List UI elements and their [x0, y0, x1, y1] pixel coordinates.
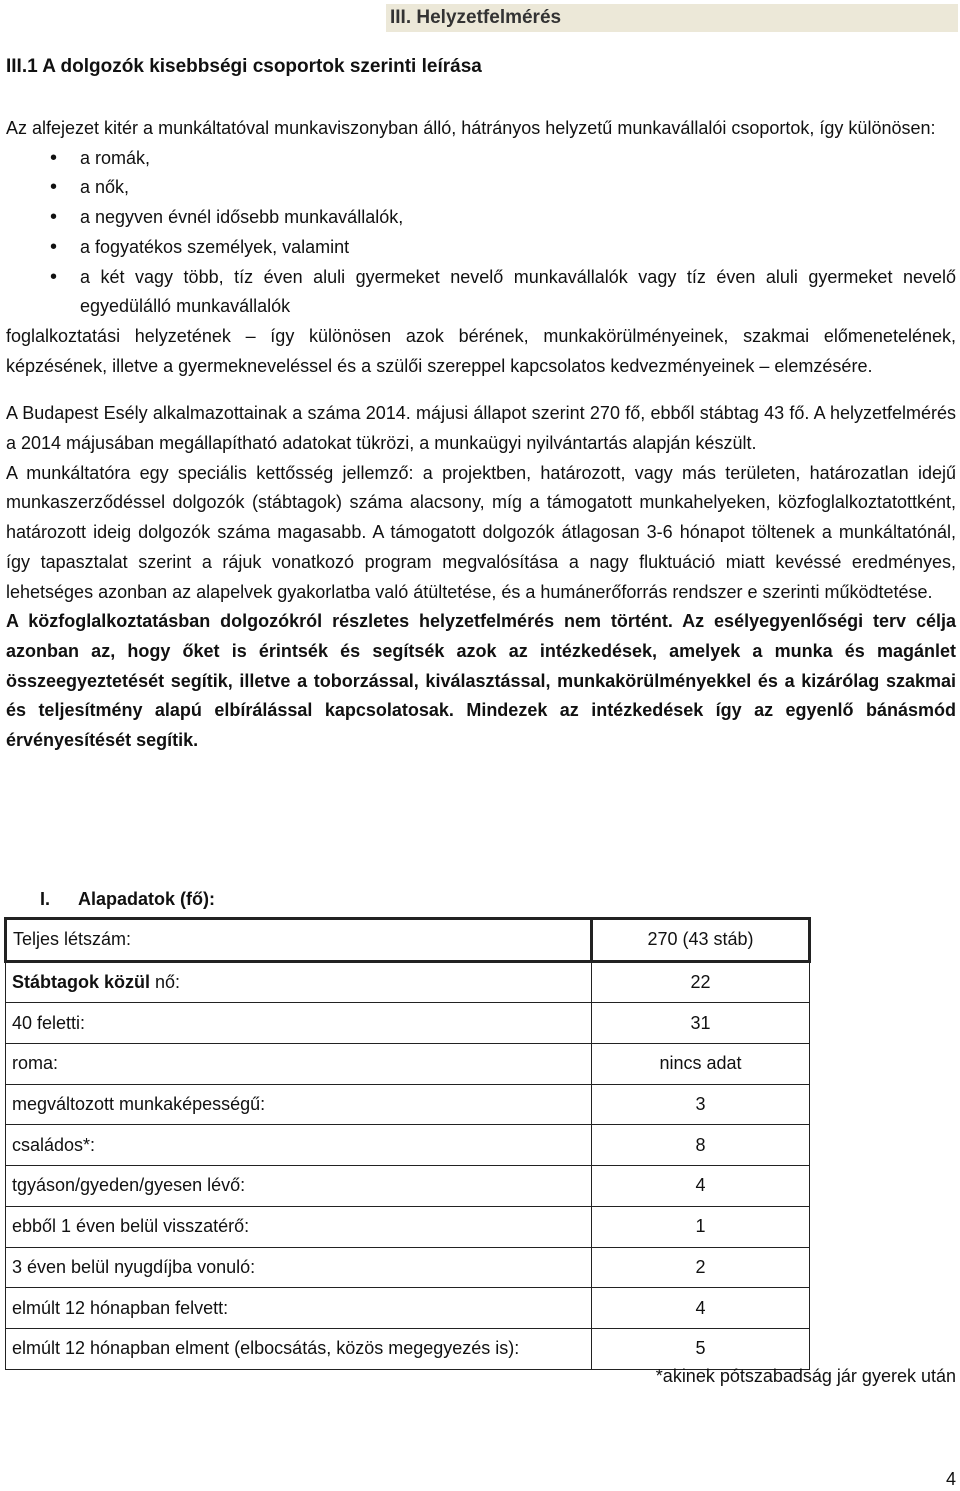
row-label: elmúlt 12 hónapban elment (elbocsátás, közös megegyezés is): — [12, 1338, 520, 1359]
row-label: 40 feletti: — [12, 1012, 86, 1033]
row-value: 1 — [592, 1206, 810, 1247]
chapter-title: III. Helyzetfelmérés — [386, 4, 958, 32]
table-row — [6, 1247, 810, 1288]
table-row — [6, 919, 810, 962]
row-bold-label: Stábtagok közül — [12, 972, 156, 993]
basic-data-label: Alapadatok (fő): — [78, 889, 215, 909]
row-value: 4 — [592, 1166, 810, 1207]
row-value: 5 — [592, 1328, 810, 1369]
table-row — [6, 1084, 810, 1125]
employer-paragraph: A munkáltatóra egy speciális kettősség jellemző: a projektben, határozott, vagy más területen, határozatlan idejű munkaszerződéssel dolgozók (stábtagok) száma alacsony, míg a támogatott munkahelyeken, közfoglalkoztatottként, határozott ideig dolgozók száma magasabb. A támogatott dolgozók átlagosan 3-6 hónapot töltenek a munkáltatónál, így tapasztalat szerint a rájuk vonatkozó program megvalósítása a nagy fluktuáció miatt kevéssé eredményes, lehetséges azonban az alapelvek gyakorlatba való átültetése, és a humánerőforrás rendszer e szerinti működtetése. — [6, 462, 956, 602]
row-label: nő: — [155, 972, 181, 993]
table-row — [6, 1044, 810, 1085]
page-number: 4 — [945, 1469, 956, 1489]
row-value: 22 — [592, 961, 810, 1003]
table-row — [6, 1125, 810, 1166]
table-row — [6, 1003, 810, 1044]
table-row — [6, 1328, 810, 1369]
basic-data-number: I. — [40, 889, 51, 909]
row-value: 3 — [592, 1084, 810, 1125]
intro-paragraph: Az alfejezet kitér a munkáltatóval munkaviszonyban álló, hátrányos helyzetű munkavállalói csoportok, így különösen: — [6, 118, 936, 138]
list-item: • a nők, — [80, 173, 956, 203]
row-label: megváltozott munkaképességű: — [12, 1094, 266, 1115]
row-label: tgyáson/gyeden/gyesen lévő: — [12, 1175, 246, 1196]
row-label: Teljes létszám: — [13, 929, 132, 950]
row-value: 8 — [592, 1125, 810, 1166]
basic-data-table — [4, 917, 811, 1370]
analysis-paragraph: foglalkoztatási helyzetének – így különösen azok bérének, munkakörülményeinek, szakmai előmenetelének, képzésének, illetve a gyermekneveléssel és a szülői szereppel kapcsolatos kedvezményeinek – elemzésére. — [6, 325, 956, 376]
group-list — [6, 144, 956, 322]
list-item: • a negyven évnél idősebb munkavállalók, — [80, 203, 956, 233]
row-value: nincs adat — [592, 1044, 810, 1085]
row-label: elmúlt 12 hónapban felvett: — [12, 1297, 229, 1318]
list-item: • a romák, — [80, 144, 956, 174]
basic-data-heading — [40, 889, 215, 910]
section-title: III.1 A dolgozók kisebbségi csoportok szerinti leírása — [6, 56, 482, 77]
list-item: • a fogyatékos személyek, valamint — [80, 233, 956, 263]
footnote: *akinek pótszabadság jár gyerek után — [655, 1366, 956, 1386]
row-label: családos*: — [12, 1134, 96, 1155]
row-label: 3 éven belül nyugdíjba vonuló: — [12, 1256, 256, 1277]
row-label: ebből 1 éven belül visszatérő: — [12, 1216, 250, 1237]
table-row — [6, 961, 810, 1003]
table-row — [6, 1166, 810, 1207]
public-work-paragraph: A közfoglalkoztatásban dolgozókról részletes helyzetfelmérés nem történt. Az esélyegyenlőségi terv célja azonban az, hogy őket is érintsék és segítsék azok az intézkedések, amelyek a munka és magánlet összeegyeztetését segítik, illetve a toborzással, kiválasztással, munkakörülményekkel és a kizárólag szakmai és teljesítmény alapú elbírálással kapcsolatosak. Mindezek az intézkedések így az egyenlő bánásmód érvényesítését segítik. — [6, 611, 956, 751]
row-label: roma: — [12, 1053, 59, 1074]
row-value: 2 — [592, 1247, 810, 1288]
body-text — [6, 114, 956, 756]
list-item: • a két vagy több, tíz éven aluli gyermeket nevelő munkavállalók vagy tíz éven aluli gyermeket nevelő egyedülálló munkavállalók — [80, 263, 956, 322]
row-value: 31 — [592, 1003, 810, 1044]
row-value: 4 — [592, 1288, 810, 1329]
table-row — [6, 1206, 810, 1247]
table-row — [6, 1288, 810, 1329]
row-value: 270 (43 stáb) — [592, 919, 810, 962]
staff-paragraph: A Budapest Esély alkalmazottainak a száma 2014. májusi állapot szerint 270 fő, ebből stábtag 43 fő. A helyzetfelmérés a 2014 májusában megállapítható adatokat tükrözi, a munkaügyi nyilvántartás alapján készült. — [6, 403, 956, 454]
